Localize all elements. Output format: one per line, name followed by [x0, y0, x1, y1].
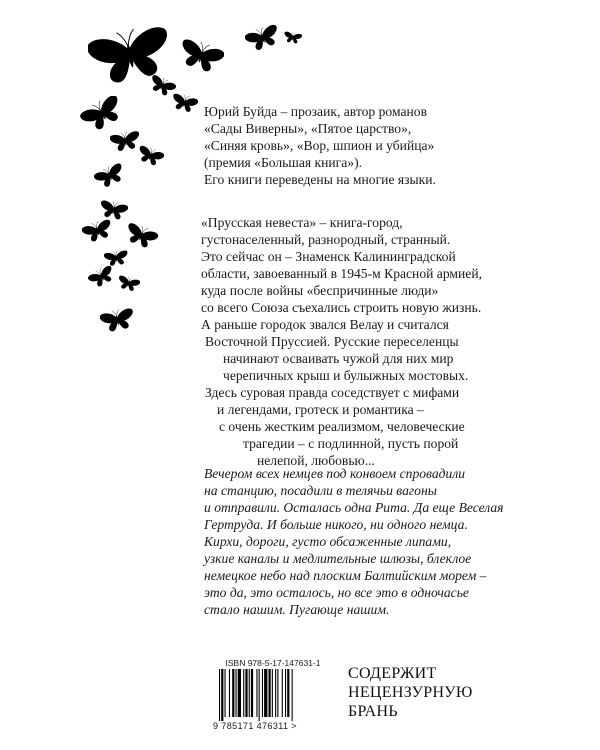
excerpt-line: на станцию, посадили в телячьи вагоны: [204, 483, 437, 498]
bio-line: «Синяя кровь», «Вор, шпион и убийца»: [204, 138, 435, 153]
book-excerpt: [204, 465, 504, 618]
blurb-line: «Прусская невеста» – книга-город,: [201, 215, 403, 230]
excerpt-line: это да, это осталось, но все это в одночасье: [204, 585, 469, 600]
blurb-line: А раньше городок звался Велау и считался: [201, 317, 449, 332]
blurb-line: куда после войны «беспричинные люди»: [201, 283, 439, 298]
butterfly-icon: [118, 274, 140, 293]
blurb-line: черепичных крыш и булыжных мостовых.: [223, 368, 469, 383]
book-blurb: [201, 214, 482, 469]
butterfly-icon: [110, 128, 140, 154]
excerpt-line: немецкое небо над плоским Балтийским морем –: [204, 568, 487, 583]
butterfly-icon: [138, 145, 164, 167]
butterfly-icon: [172, 92, 198, 114]
blurb-line: густонаселенный, разнородный, странный.: [201, 232, 451, 247]
author-bio: [204, 103, 436, 188]
butterfly-icon: [82, 218, 112, 244]
warning-line: СОДЕРЖИТ: [348, 665, 437, 682]
blurb-line: со всего Союза съехались строить новую жизнь.: [201, 300, 482, 315]
warning-line: НЕЦЕНЗУРНУЮ: [348, 684, 473, 701]
excerpt-line: Вечером всех немцев под конвоем спровадили: [204, 466, 466, 481]
content-warning: [348, 664, 473, 721]
bio-line: «Сады Виверны», «Пятое царство»,: [204, 121, 412, 136]
blurb-line: и легендами, гротеск и романтика –: [217, 402, 424, 417]
butterfly-icon: [245, 24, 279, 52]
blurb-line: Это сейчас он – Знаменск Калининградской: [201, 249, 456, 264]
barcode-digits: 9 785171 476311 >: [213, 721, 297, 731]
isbn-label: ISBN 978-5-17-147631-1: [225, 658, 321, 668]
butterfly-icon: [94, 163, 124, 189]
blurb-line: начинают осваивать чужой для них мир: [223, 351, 454, 366]
blurb-line: с очень жестким реализмом, человеческие: [219, 419, 465, 434]
bio-line: (премия «Большая книга»).: [204, 155, 363, 170]
excerpt-line: и отправили. Осталась одна Рита. Да еще Веселая: [204, 500, 504, 515]
butterfly-icon: [88, 266, 114, 288]
blurb-line: области, завоеванный в 1945-м Красной армией,: [201, 266, 483, 281]
excerpt-line: Кирхи, дороги, густо обсаженные липами,: [204, 534, 452, 549]
butterfly-icon: [80, 96, 122, 132]
bio-line: Его книги переведены на многие языки.: [204, 172, 436, 187]
butterfly-icon: [104, 248, 128, 268]
excerpt-line: узкие каналы и медлительные шлюзы, блеклое: [204, 551, 472, 566]
blurb-line: Восточной Пруссией. Русские переселенцы: [205, 334, 459, 349]
barcode: [213, 658, 333, 732]
butterfly-icon: [284, 30, 302, 45]
excerpt-line: Гертруда. И больше никого, ни одного немца.: [204, 517, 468, 532]
bio-line: Юрий Буйда – прозаик, автор романов: [204, 104, 427, 119]
excerpt-line: стало нашим. Пугающе нашим.: [204, 602, 390, 617]
blurb-line: нелепой, любовью...: [257, 453, 375, 468]
butterfly-icon: [180, 38, 224, 74]
warning-line: БРАНЬ: [348, 703, 398, 720]
blurb-line: трагедии – с подлинной, пусть порой: [243, 436, 459, 451]
butterfly-icon: [126, 222, 158, 250]
barcode-icon: [219, 669, 327, 721]
butterfly-icon: [100, 306, 134, 334]
blurb-line: Здесь суровая правда соседствует с мифами: [205, 385, 460, 400]
